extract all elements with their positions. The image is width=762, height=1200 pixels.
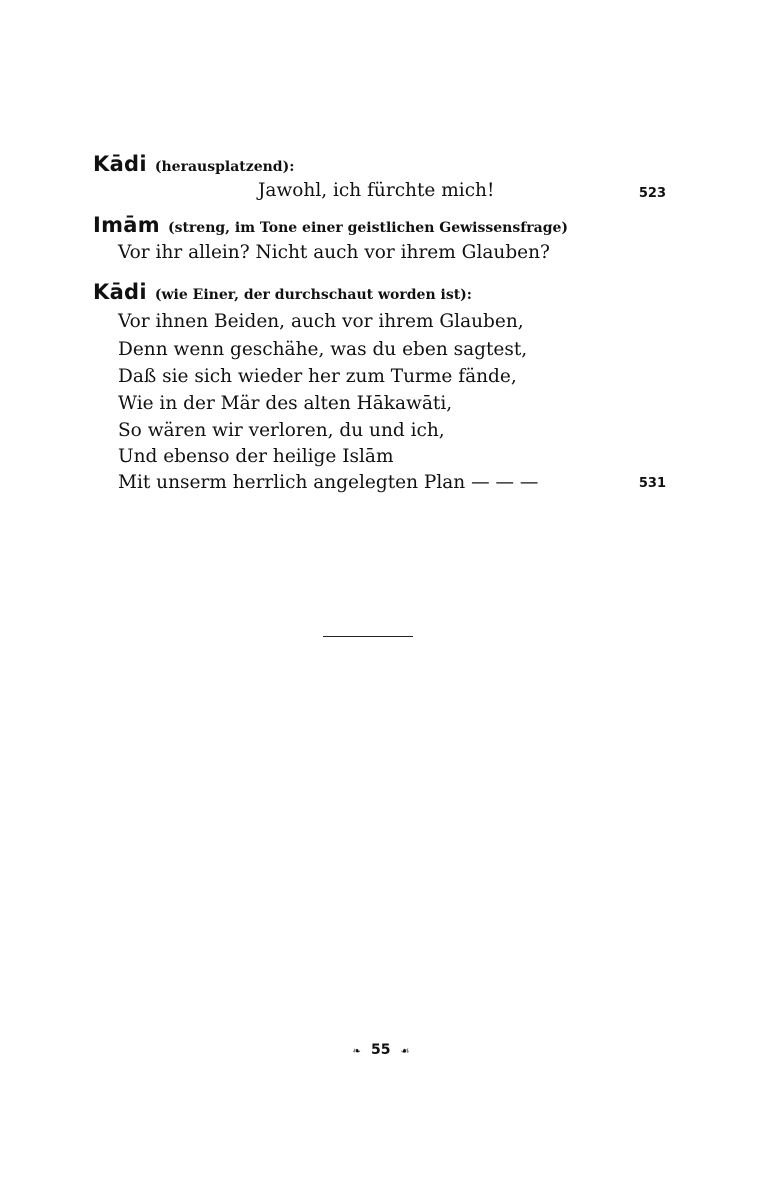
verse-line: Wie in der Mär des alten Hākawāti, xyxy=(118,393,453,414)
verse-line: Jawohl, ich fürchte mich! xyxy=(258,180,495,201)
verse-line: Vor ihnen Beiden, auch vor ihrem Glauben, xyxy=(118,311,524,332)
speaker-heading xyxy=(93,152,294,176)
ornament-right-icon: ☙ xyxy=(400,1046,410,1057)
page-number: 55 xyxy=(370,1042,391,1058)
verse-line: Vor ihr allein? Nicht auch vor ihrem Glauben? xyxy=(118,242,550,263)
speaker-heading xyxy=(93,213,568,237)
verse-line: So wären wir verloren, du und ich, xyxy=(118,420,445,441)
speaker-name: Kādi xyxy=(93,280,147,304)
line-number: 531 xyxy=(638,476,666,491)
verse-line: Und ebenso der heilige Islām xyxy=(118,446,394,467)
ornament-left-icon: ❧ xyxy=(352,1046,361,1057)
section-divider xyxy=(323,636,413,637)
verse-line: Mit unserm herrlich angelegten Plan — — — xyxy=(118,472,539,493)
stage-direction: (herausplatzend): xyxy=(154,159,295,175)
speaker-heading xyxy=(93,280,472,304)
stage-direction: (wie Einer, der durchschaut worden ist): xyxy=(154,287,472,303)
verse-line: Denn wenn geschähe, was du eben sagtest, xyxy=(118,339,528,360)
verse-line: Daß sie sich wieder her zum Turme fände, xyxy=(118,366,517,387)
page-footer xyxy=(0,1042,762,1058)
stage-direction: (streng, im Tone einer geistlichen Gewissensfrage) xyxy=(167,220,569,236)
speaker-name: Imām xyxy=(93,213,160,237)
speaker-name: Kādi xyxy=(93,152,147,176)
line-number: 523 xyxy=(638,186,666,201)
